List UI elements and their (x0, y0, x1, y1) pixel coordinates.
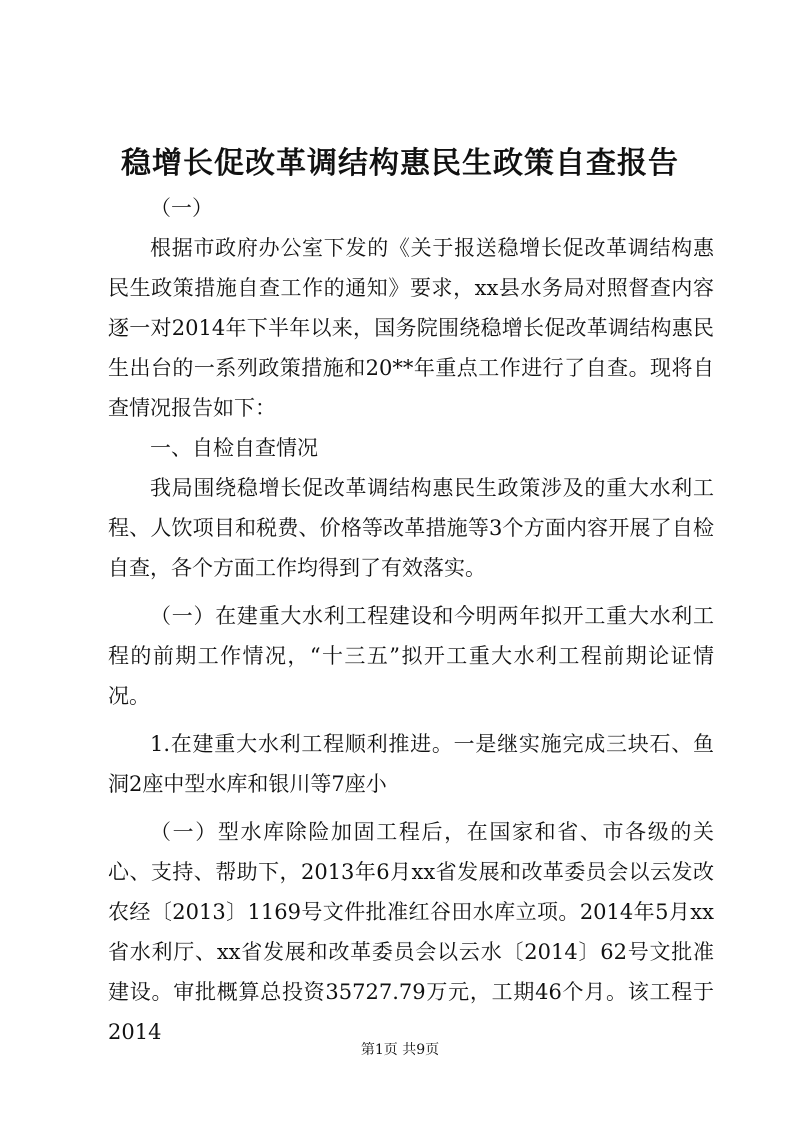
document-title: 稳增长促改革调结构惠民生政策自查报告 (121, 146, 679, 181)
paragraph-introduction: 根据市政府办公室下发的《关于报送稳增长促改革调结构惠民生政策措施自查工作的通知》要求，xx县水务局对照督查内容逐一对2014年下半年以来，国务院围绕稳增长促改革调结构惠民生出台的一系列政策措施和20**年重点工作进行了自查。现将自查情况报告如下： (108, 236, 714, 420)
paragraph-projects-progress: 1.在建重大水利工程顺利推进。一是继实施完成三块石、鱼洞2座中型水库和银川等7座小 (108, 732, 714, 796)
paragraph-heading-self-check: 一、自检自查情况 (150, 436, 318, 460)
paragraph-section-number: （一） (150, 196, 213, 220)
paragraph-reservoir-details: （一）型水库除险加固工程后，在国家和省、市各级的关心、支持、帮助下，2013年6月xx省发展和改革委员会以云发改农经〔2013〕1169号文件批准红谷田水库立项。2014年5月xx省水利厅、xx省发展和改革委员会以云水〔2014〕62号文批准建设。审批概算总投资35727.79万元，工期46个月。该工程于2014 (108, 820, 714, 1044)
paragraph-subheading-projects: （一）在建重大水利工程建设和今明两年拟开工重大水利工程的前期工作情况，“十三五”拟开工重大水利工程前期论证情况。 (108, 604, 714, 708)
page-footer: 第1页 共9页 (360, 1042, 440, 1058)
paragraph-self-check-summary: 我局围绕稳增长促改革调结构惠民生政策涉及的重大水利工程、人饮项目和税费、价格等改革措施等3个方面内容开展了自检自查，各个方面工作均得到了有效落实。 (108, 476, 714, 580)
document-body (108, 188, 714, 1052)
